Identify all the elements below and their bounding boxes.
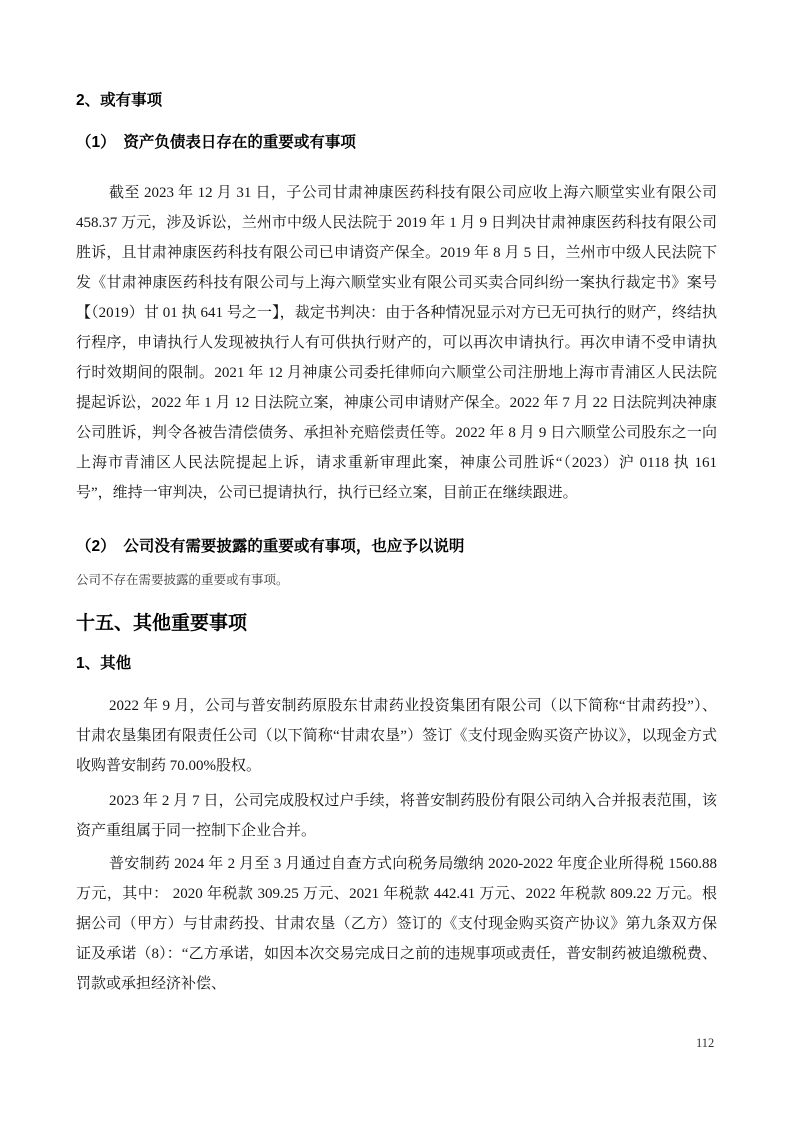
- paragraph-tax-payment: 普安制药 2024 年 2 月至 3 月通过自查方式向税务局缴纳 2020-2022 年度企业所得税 1560.88 万元，其中： 2020 年税款 309.25 万元、2021 年税款 442.41 万元、2022 年税款 809.22 万元。根据公司（甲方）与甘肃药投、甘肃农垦（乙方）签订的《支付现金购买资产协议》第九条双方保证及承诺（8）：“乙方承诺，如因本次交易完成日之前的违规事项或责任，普安制药被追缴税费、罚款或承担经济补偿、: [76, 856, 717, 992]
- paragraph-no-disclosure-note: 公司不存在需要披露的重要或有事项。: [76, 573, 289, 587]
- heading-other-sub: 1、其他: [76, 655, 132, 672]
- paragraph-litigation: 截至 2023 年 12 月 31 日，子公司甘肃神康医药科技有限公司应收上海六顺堂实业有限公司 458.37 万元，涉及诉讼，兰州市中级人民法院于 2019 年 1 月 9 日判决甘肃神康医药科技有限公司胜诉，且甘肃神康医药科技有限公司已申请资产保全。2019 年 8 月 5 日，兰州市中级人民法院下发《甘肃神康医药科技有限公司与上海六顺堂实业有限公司买卖合同纠纷一案执行裁定书》案号【（2019）甘 01 执 641 号之一】，裁定书判决：由于各种情况显示对方已无可执行的财产，终结执行程序，申请执行人发现被执行人有可供执行财产的，可以再次申请执行。再次申请不受申请执行时效期间的限制。2021 年 12 月神康公司委托律师向六顺堂公司注册地上海市青浦区人民法院提起诉讼，2022 年 1 月 12 日法院立案，神康公司申请财产保全。2022 年 7 月 22 日法院判决神康公司胜诉，判令各被告清偿债务、承担补充赔偿责任等。2022 年 8 月 9 日六顺堂公司股东之一向上海市青浦区人民法院提起上诉，请求重新审理此案，神康公司胜诉“（2023）沪 0118 执 161 号”，维持一审判决，公司已提请执行，执行已经立案，目前正在继续跟进。: [76, 185, 717, 501]
- heading-other-major-matters: 十五、其他重要事项: [76, 613, 248, 634]
- paragraph-acquisition-agreement: 2022 年 9 月，公司与普安制药原股东甘肃药业投资集团有限公司（以下简称“甘肃药投”）、甘肃农垦集团有限责任公司（以下简称“甘肃农垦”）签订《支付现金购买资产协议》，以现金方式收购普安制药 70.00%股权。: [76, 698, 717, 774]
- paragraph-equity-transfer: 2023 年 2 月 7 日，公司完成股权过户手续，将普安制药股份有限公司纳入合并报表范围，该资产重组属于同一控制下企业合并。: [76, 793, 717, 839]
- heading-contingencies-item2: （2） 公司没有需要披露的重要或有事项，也应予以说明: [76, 538, 465, 555]
- heading-contingencies: 2、或有事项: [76, 92, 163, 109]
- page-number: 112: [696, 1036, 715, 1050]
- heading-contingencies-item1: （1） 资产负债表日存在的重要或有事项: [76, 134, 356, 151]
